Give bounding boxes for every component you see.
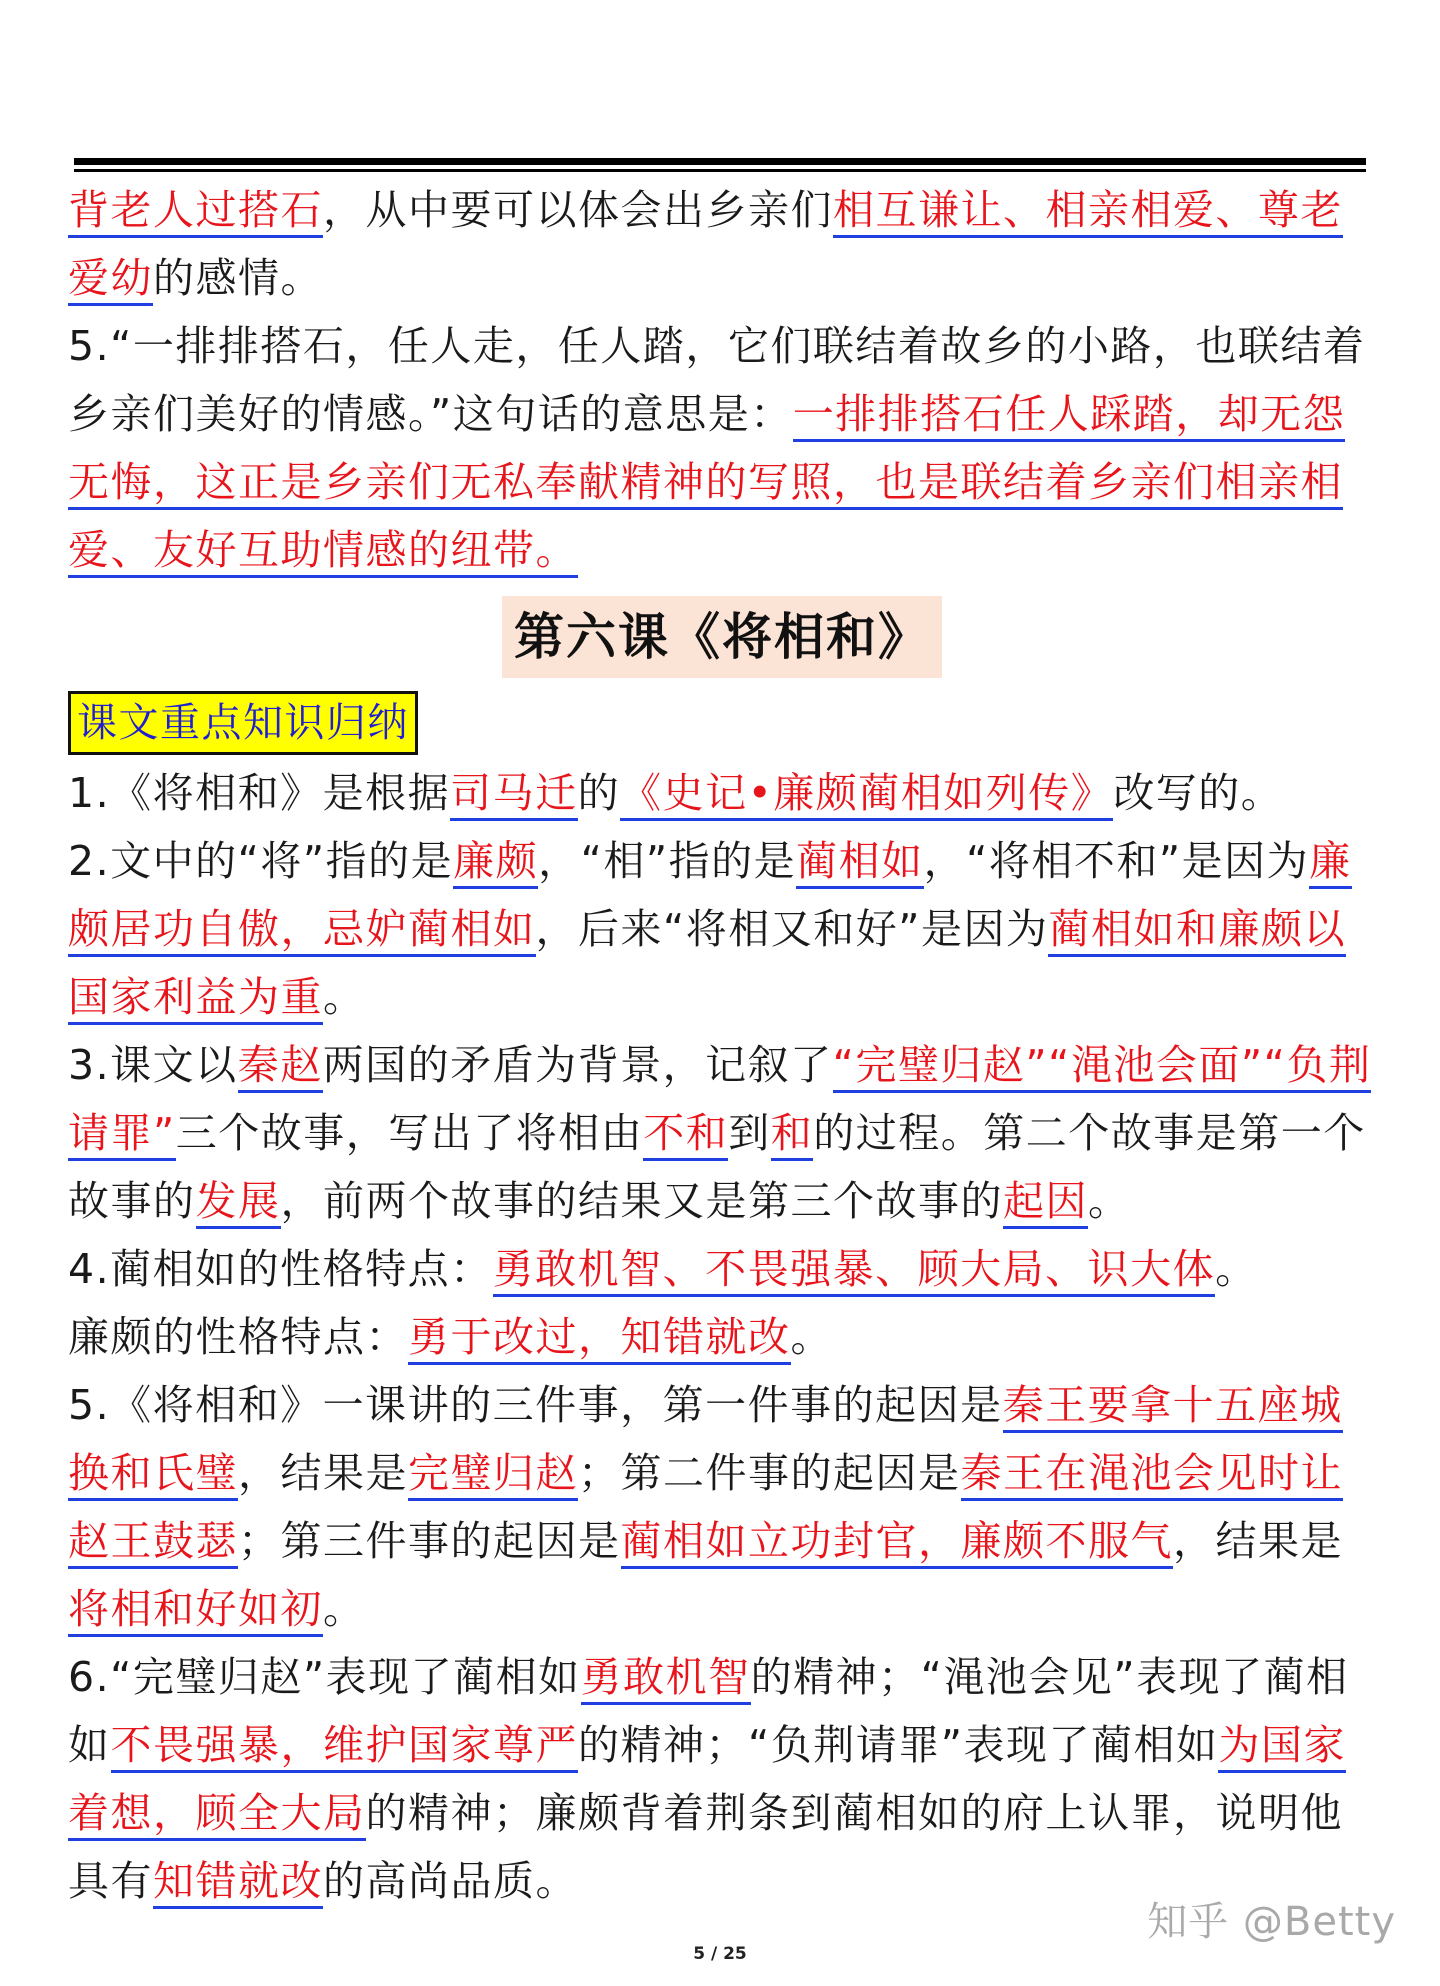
point-2 xyxy=(68,827,1376,1031)
answer-highlight: 蔺相如 xyxy=(796,837,924,889)
paragraph-text: 5.“一排排搭石，任人走，任人踏，它们联结着故乡的小路，也联结着乡亲们美好的情感。”这句话的意思是： xyxy=(68,322,1366,438)
paragraph-text: 2.文中的“将”指的是 xyxy=(68,837,454,885)
answer-highlight: 完璧归赵 xyxy=(408,1449,578,1501)
paragraph-continued xyxy=(68,176,1376,312)
top-rule-thin xyxy=(74,169,1366,172)
paragraph-text: 1.《将相和》是根据 xyxy=(68,769,451,817)
paragraph-text: 4.蔺相如的性格特点： xyxy=(68,1245,493,1293)
answer-highlight: 将相和好如初 xyxy=(68,1585,323,1637)
paragraph-text: ，结果是 xyxy=(238,1449,408,1497)
watermark: 知乎 @Betty xyxy=(1147,1899,1396,1945)
paragraph-text: 廉颇的性格特点： xyxy=(68,1313,408,1361)
answer-highlight: 不和 xyxy=(643,1109,728,1161)
answer-highlight: 蔺相如立功封官，廉颇不服气 xyxy=(621,1517,1174,1569)
paragraph-text: 的高尚品质。 xyxy=(323,1857,578,1905)
point-3 xyxy=(68,1031,1376,1235)
answer-highlight: 勇敢机智、不畏强暴、顾大局、识大体 xyxy=(493,1245,1216,1297)
paragraph-question-5-previous xyxy=(68,312,1376,584)
paragraph-text: 3.课文以 xyxy=(68,1041,238,1089)
top-rule xyxy=(74,158,1366,165)
paragraph-text: 三个故事，写出了将相由 xyxy=(175,1109,644,1157)
answer-highlight: 发展 xyxy=(196,1177,281,1229)
answer-highlight: 相互谦让、相亲相爱、尊老爱幼 xyxy=(68,186,1343,306)
answer-highlight: 秦赵 xyxy=(238,1041,323,1093)
answer-highlight: 蔺相如和廉颇以国家利益为重 xyxy=(68,905,1346,1025)
paragraph-text: ，后来“将相又和好”是因为 xyxy=(535,905,1049,953)
paragraph-text: 。 xyxy=(790,1313,833,1361)
answer-highlight: 勇敢机智 xyxy=(581,1653,751,1705)
point-6 xyxy=(68,1643,1376,1915)
section-label: 课文重点知识归纳 xyxy=(68,691,418,755)
paragraph-text: 5.《将相和》一课讲的三件事，第一件事的起因是 xyxy=(68,1381,1003,1429)
paragraph-text: 的 xyxy=(577,769,621,817)
section-label-wrap xyxy=(68,688,1376,759)
answer-highlight: 为国家着想，顾全大局 xyxy=(68,1721,1346,1841)
paragraph-text: ，结果是 xyxy=(1173,1517,1343,1565)
paragraph-text: 的精神；“负荆请罪”表现了蔺相如 xyxy=(578,1721,1219,1769)
point-4 xyxy=(68,1235,1376,1303)
answer-highlight: 秦王要拿十五座城换和氏璧 xyxy=(68,1381,1343,1501)
document-body xyxy=(68,176,1376,1915)
answer-highlight: 廉颇居功自傲，忌妒蔺相如 xyxy=(68,837,1352,957)
paragraph-text: 改写的。 xyxy=(1113,769,1284,817)
paragraph-text: 到 xyxy=(728,1109,771,1157)
paragraph-text: ，“将相不和”是因为 xyxy=(923,837,1310,885)
page-number: 5 / 25 xyxy=(693,1944,747,1964)
answer-highlight: 秦王在渑池会见时让赵王鼓瑟 xyxy=(68,1449,1343,1569)
answer-highlight: 不畏强暴，维护国家尊严 xyxy=(111,1721,579,1773)
paragraph-text: 。 xyxy=(323,973,366,1021)
answer-highlight: 背老人过搭石 xyxy=(68,186,323,238)
paragraph-text: ，前两个故事的结果又是第三个故事的 xyxy=(280,1177,1003,1225)
paragraph-text: ，“相”指的是 xyxy=(538,837,797,885)
paragraph-text: 。 xyxy=(1088,1177,1131,1225)
answer-highlight: 知错就改 xyxy=(153,1857,323,1909)
paragraph-text: 。 xyxy=(323,1585,366,1633)
lesson-title: 第六课《将相和》 xyxy=(502,596,942,678)
point-4-lianpo xyxy=(68,1303,1376,1371)
paragraph-text: 。 xyxy=(1215,1245,1258,1293)
paragraph-text: ；第二件事的起因是 xyxy=(578,1449,961,1497)
answer-highlight: “完璧归赵”“渑池会面”“负荆请罪” xyxy=(68,1041,1371,1161)
paragraph-text: 的精神；“渑池会见”表现了蔺相如 xyxy=(68,1653,1349,1769)
paragraph-text: ；第三件事的起因是 xyxy=(238,1517,621,1565)
answer-highlight: 勇于改过，知错就改 xyxy=(408,1313,791,1365)
point-1 xyxy=(68,759,1376,827)
paragraph-text: ，从中要可以体会出乡亲们 xyxy=(323,186,833,234)
answer-highlight: 和 xyxy=(771,1109,814,1161)
paragraph-text: 的精神；廉颇背着荆条到蔺相如的府上认罪，说明他具有 xyxy=(68,1789,1343,1905)
paragraph-text: 两国的矛盾为背景，记叙了 xyxy=(322,1041,833,1089)
paragraph-text: 的过程。第二个故事是第一个故事的 xyxy=(68,1109,1366,1225)
lesson-title-wrap xyxy=(68,596,1376,678)
paragraph-text: 6.“完璧归赵”表现了蔺相如 xyxy=(68,1653,581,1701)
answer-highlight: 《史记•廉颇蔺相如列传》 xyxy=(620,769,1113,821)
paragraph-text: 的感情。 xyxy=(153,254,323,302)
answer-highlight: 廉颇 xyxy=(453,837,538,889)
answer-highlight: 一排排搭石任人踩踏，却无怨无悔，这正是乡亲们无私奉献精神的写照，也是联结着乡亲们相亲相爱、友好互助情感的纽带。 xyxy=(68,390,1345,578)
answer-highlight: 司马迁 xyxy=(450,769,578,821)
point-5 xyxy=(68,1371,1376,1643)
answer-highlight: 起因 xyxy=(1003,1177,1088,1229)
